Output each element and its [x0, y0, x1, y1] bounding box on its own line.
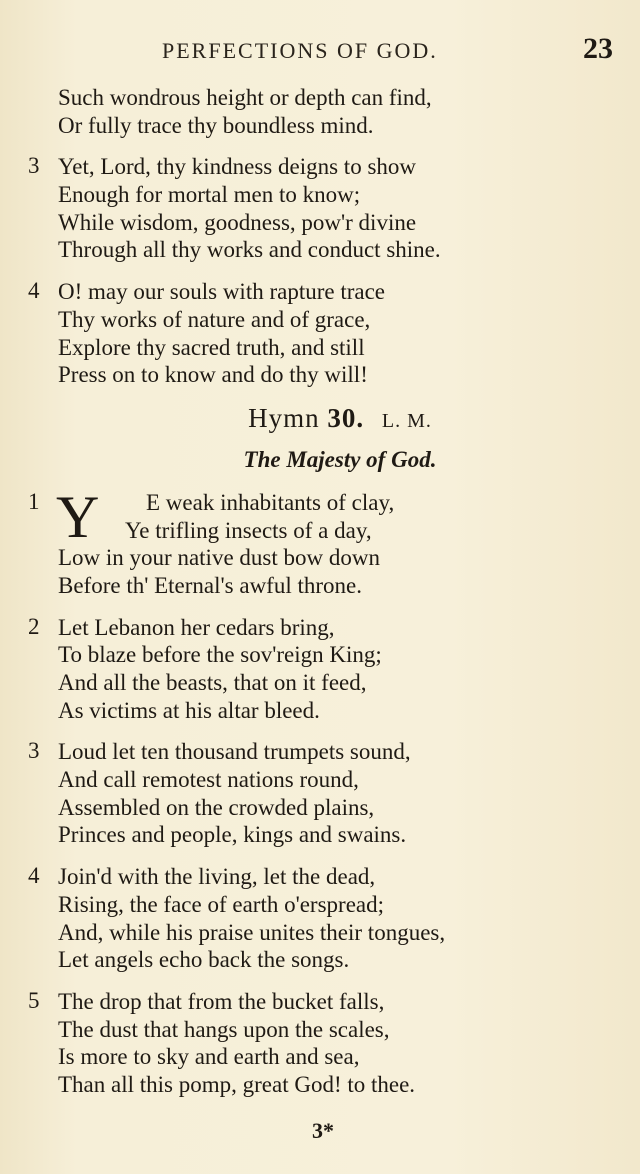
verse-line: Low in your native dust bow down	[58, 545, 380, 571]
hymn-number: 30.	[327, 402, 365, 433]
drop-cap: Y	[56, 483, 100, 550]
stanza	[0, 278, 640, 389]
verse-line: Yet, Lord, thy kindness deigns to show	[58, 154, 417, 180]
stanza-number: 5	[28, 987, 40, 1013]
verse-line: And call remotest nations round,	[58, 767, 359, 793]
stanza	[0, 988, 640, 1099]
verse-line: While wisdom, goodness, pow'r divine	[58, 209, 417, 235]
stanza-number: 1	[28, 488, 40, 514]
stanza	[0, 863, 640, 974]
verse-line: Loud let ten thousand trumpets sound,	[58, 739, 411, 765]
page-header	[0, 32, 640, 72]
stanza-number: 3	[28, 738, 40, 764]
verse-line: And, while his praise unites their tongues,	[58, 919, 446, 945]
page-content	[0, 84, 640, 1113]
verse-line: Such wondrous height or depth can find,	[58, 85, 432, 110]
verse-line: Before th' Eternal's awful throne.	[58, 572, 362, 598]
verse-line: Than all this pomp, great God! to thee.	[58, 1071, 416, 1097]
hymn-meter: L. M.	[381, 409, 432, 432]
verse-line: Ye trifling insects of a day,	[125, 517, 372, 543]
verse-line: Is more to sky and earth and sea,	[58, 1044, 360, 1070]
verse-line: Princes and people, kings and swains.	[58, 822, 407, 848]
verse-line: Enough for mortal men to know;	[58, 182, 361, 208]
verse-line: Let angels echo back the songs.	[58, 947, 350, 973]
signature-mark: 3*	[312, 1118, 334, 1143]
verse-line: And all the beasts, that on it feed,	[58, 670, 367, 695]
verse-line: The dust that hangs upon the scales,	[58, 1016, 390, 1042]
stanza	[0, 738, 640, 849]
hymn-heading	[40, 403, 640, 443]
verse-line: The drop that from the bucket falls,	[58, 988, 385, 1014]
verse-line: Let Lebanon her cedars bring,	[58, 614, 335, 640]
stanza-number: 3	[28, 153, 40, 179]
verse-line: Thy works of nature and of grace,	[58, 306, 371, 332]
continued-stanza	[0, 84, 640, 139]
stanza	[0, 483, 640, 600]
stanza	[0, 153, 640, 264]
hymn-title: The Majesty of God.	[243, 446, 437, 472]
verse-line: Assembled on the crowded plains,	[58, 794, 375, 820]
verse-line: To blaze before the sov'reign King;	[58, 642, 382, 668]
verse-line: Press on to know and do thy will!	[58, 362, 368, 388]
stanza	[0, 614, 640, 725]
verse-line: As victims at his altar bleed.	[58, 697, 320, 723]
verse-line: E weak inhabitants of clay,	[146, 489, 395, 515]
hymn-label: Hymn	[248, 402, 320, 433]
stanza-number: 2	[28, 613, 40, 639]
verse-line: Through all thy works and conduct shine.	[58, 237, 441, 263]
stanza-number: 4	[28, 278, 40, 304]
page-number: 23	[583, 32, 613, 65]
verse-line: Join'd with the living, let the dead,	[58, 864, 376, 890]
verse-line: Or fully trace thy boundless mind.	[58, 112, 374, 138]
running-title: PERFECTIONS OF GOD.	[162, 38, 438, 63]
verse-line: Explore thy sacred truth, and still	[58, 334, 365, 360]
verse-line: O! may our souls with rapture trace	[58, 279, 386, 305]
verse-line: Rising, the face of earth o'erspread;	[58, 891, 385, 917]
stanza-number: 4	[28, 863, 40, 889]
